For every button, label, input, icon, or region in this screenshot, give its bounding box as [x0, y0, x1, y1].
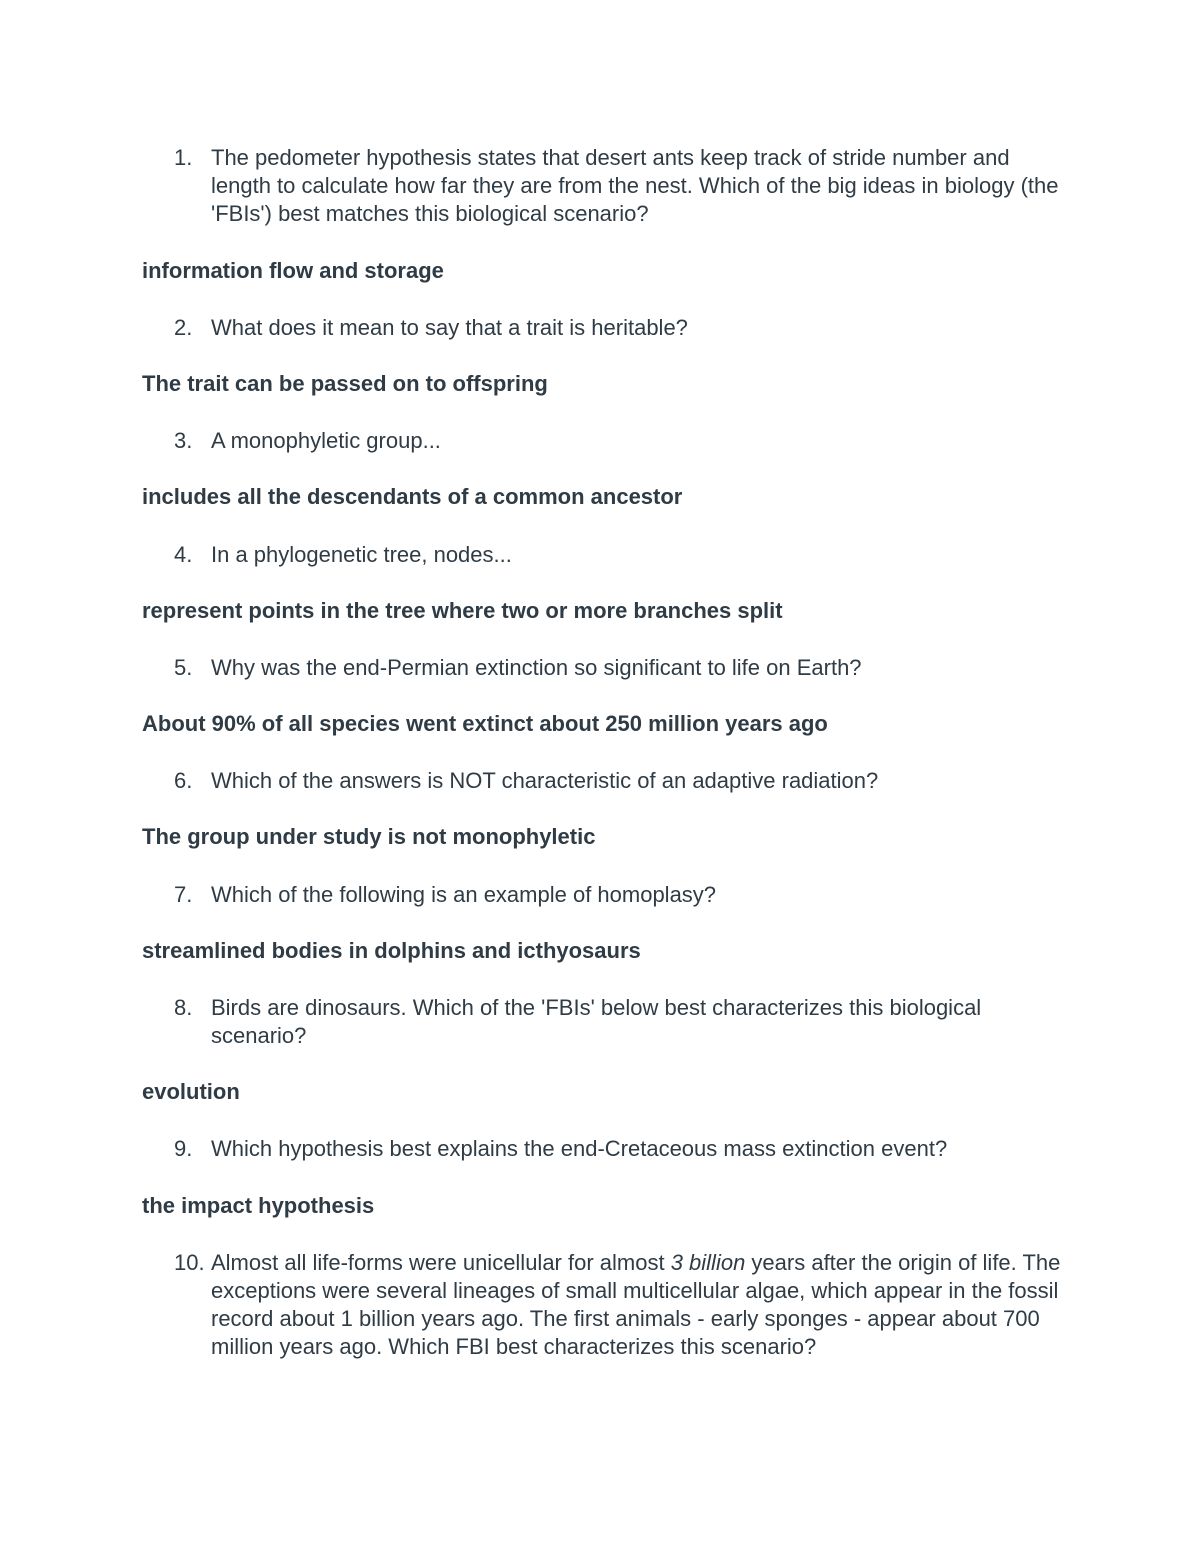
question-9	[174, 1135, 1074, 1163]
question-text: Why was the end-Permian extinction so significant to life on Earth?	[211, 655, 862, 680]
answer-7: streamlined bodies in dolphins and icthyosaurs	[142, 938, 641, 963]
answer-5: About 90% of all species went extinct about 250 million years ago	[142, 711, 828, 736]
answer-1: information flow and storage	[142, 258, 444, 283]
question-5	[174, 654, 1074, 682]
answer-4: represent points in the tree where two or more branches split	[142, 598, 783, 623]
answer-9: the impact hypothesis	[142, 1193, 375, 1218]
question-number: 7.	[174, 882, 193, 907]
question-number: 3.	[174, 428, 193, 453]
question-2	[174, 314, 1074, 342]
question-text-end: years after the origin of life. The exceptions were several lineages of small multicellular algae, which appear in the fossil record about 1 billion years ago. The first animals - early sponges - appear about 700 million years ago. Which FBI best characterizes this scenario?	[211, 1250, 1061, 1359]
question-text-emphasis: 3 billion	[670, 1250, 746, 1275]
question-text: Birds are dinosaurs. Which of the 'FBIs' below best characterizes this biological scenario?	[211, 995, 982, 1048]
question-4	[174, 541, 1074, 569]
question-text: What does it mean to say that a trait is heritable?	[211, 315, 688, 340]
question-8	[174, 994, 1074, 1050]
question-number: 2.	[174, 315, 193, 340]
question-text: The pedometer hypothesis states that desert ants keep track of stride number and length to calculate how far they are from the nest. Which of the big ideas in biology (the 'FBIs') best matches this biological scenario?	[211, 145, 1059, 226]
question-number: 4.	[174, 542, 193, 567]
answer-2: The trait can be passed on to offspring	[142, 371, 548, 396]
question-number: 1.	[174, 145, 193, 170]
question-7	[174, 881, 1074, 909]
question-10	[174, 1249, 1074, 1361]
question-number: 9.	[174, 1136, 193, 1161]
question-number: 5.	[174, 655, 193, 680]
question-text	[211, 1249, 1074, 1361]
question-number: 10.	[174, 1250, 205, 1275]
answer-6: The group under study is not monophyletic	[142, 824, 596, 849]
question-6	[174, 767, 1074, 795]
question-text: In a phylogenetic tree, nodes...	[211, 542, 512, 567]
question-text: Which of the following is an example of homoplasy?	[211, 882, 717, 907]
question-text: A monophyletic group...	[211, 428, 441, 453]
question-3	[174, 427, 1074, 455]
question-number: 6.	[174, 768, 193, 793]
question-text: Which hypothesis best explains the end-Cretaceous mass extinction event?	[211, 1136, 948, 1161]
question-1	[174, 144, 1074, 228]
question-text-start: Almost all life-forms were unicellular for almost	[211, 1250, 671, 1275]
question-text: Which of the answers is NOT characteristic of an adaptive radiation?	[211, 768, 879, 793]
answer-3: includes all the descendants of a common ancestor	[142, 484, 683, 509]
question-number: 8.	[174, 995, 193, 1020]
answer-8: evolution	[142, 1079, 240, 1104]
